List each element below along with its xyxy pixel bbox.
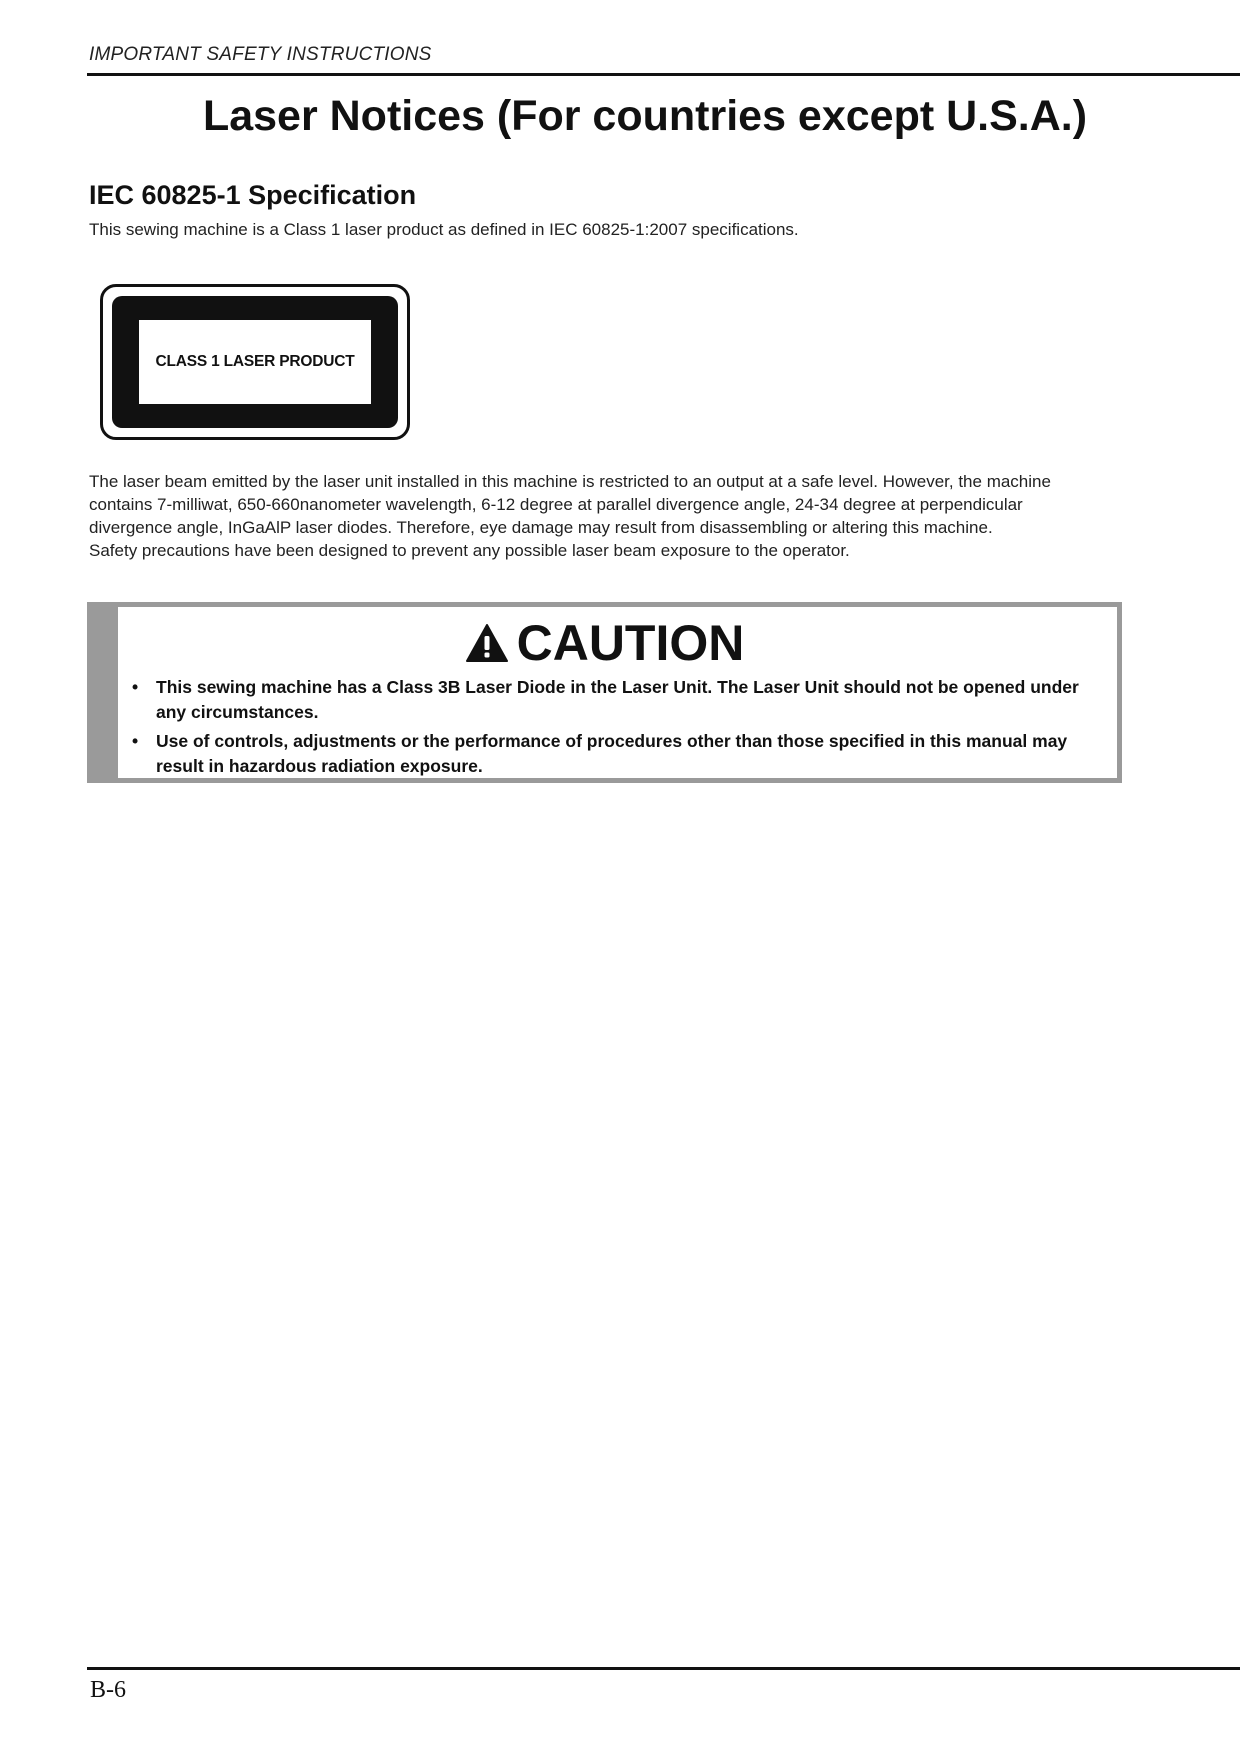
description-line: contains 7-milliwat, 650-660nanometer wavelength, 6-12 degree at parallel divergence angle, 24-34 degree at perpendicular	[89, 495, 1023, 514]
page-number: B-6	[90, 1677, 126, 1703]
caution-item: • Use of controls, adjustments or the performance of procedures other than those specified in this manual may result in hazardous radiation exposure.	[126, 729, 1107, 779]
description-line: Safety precautions have been designed to prevent any possible laser beam exposure to the operator.	[89, 541, 850, 560]
class-1-laser-label	[100, 284, 410, 440]
caution-list	[126, 675, 1107, 783]
caution-heading-text: CAUTION	[516, 615, 745, 671]
caution-heading	[118, 615, 1117, 671]
caution-item: • This sewing machine has a Class 3B Laser Diode in the Laser Unit. The Laser Unit should not be opened under any circumstances.	[126, 675, 1107, 725]
caution-box	[87, 602, 1122, 783]
section-heading: IEC 60825-1 Specification	[89, 180, 417, 210]
laser-label-frame	[112, 296, 398, 428]
description-line: divergence angle, InGaAlP laser diodes. Therefore, eye damage may result from disassembling or altering this machine.	[89, 518, 993, 537]
header-rule	[87, 73, 1240, 76]
footer-rule	[87, 1667, 1240, 1670]
page-title: Laser Notices (For countries except U.S.A.)	[202, 92, 1088, 140]
caution-panel	[118, 607, 1117, 778]
warning-triangle-icon	[465, 623, 509, 663]
laser-label-text: CLASS 1 LASER PRODUCT	[155, 353, 355, 370]
running-header: IMPORTANT SAFETY INSTRUCTIONS	[89, 44, 432, 65]
laser-description	[89, 470, 1139, 562]
spec-intro-text: This sewing machine is a Class 1 laser product as defined in IEC 60825-1:2007 specifications.	[89, 220, 799, 239]
description-line: The laser beam emitted by the laser unit installed in this machine is restricted to an output at a safe level. However, the machine	[89, 472, 1051, 491]
laser-label-window	[139, 320, 371, 404]
